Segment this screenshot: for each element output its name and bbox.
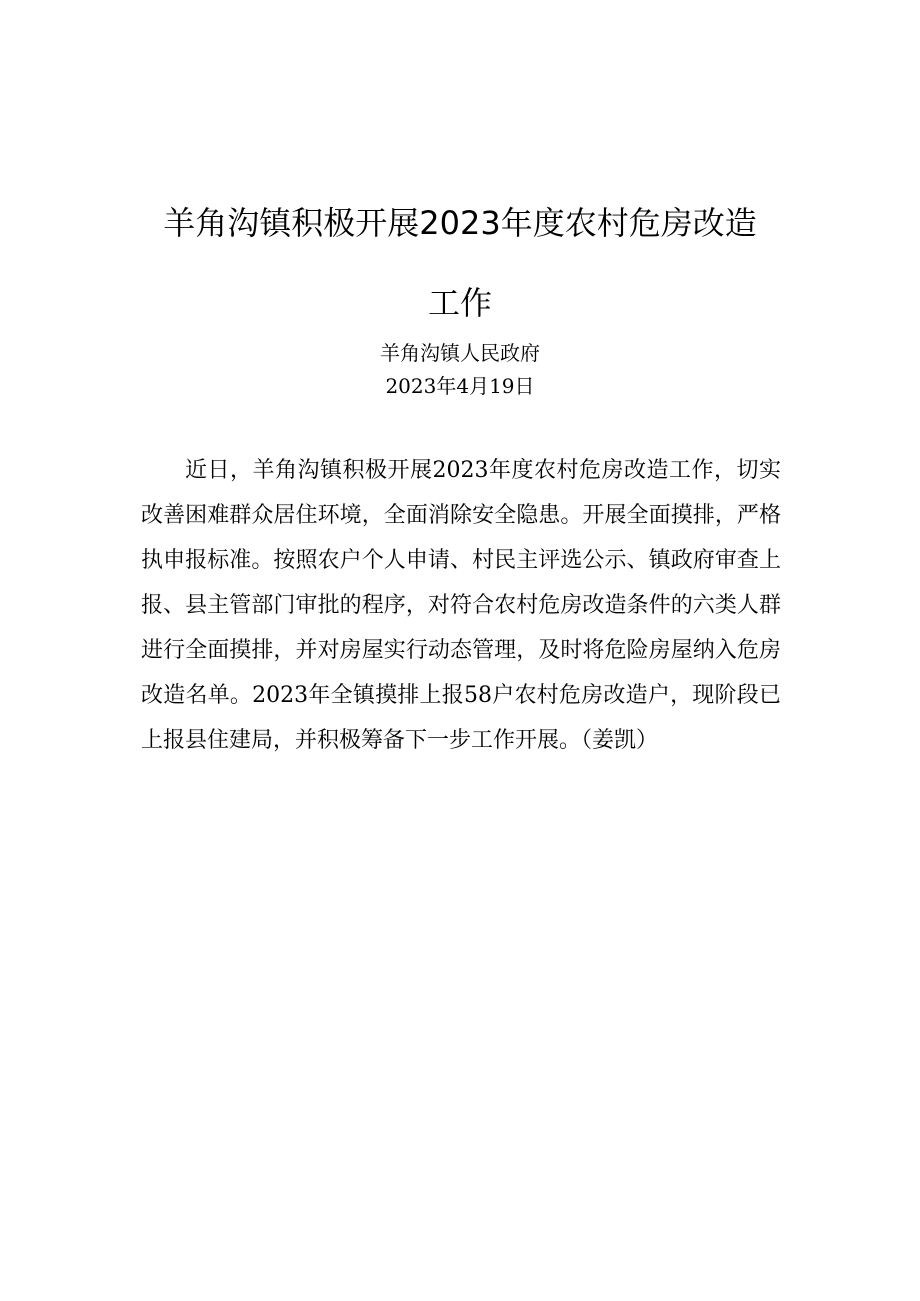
document-title-line-1: 羊角沟镇积极开展2023年度农村危房改造 bbox=[163, 204, 757, 242]
document-title-line-2: 工作 bbox=[427, 284, 492, 322]
document-author: 羊角沟镇人民政府 bbox=[380, 341, 540, 365]
document-date: 2023年4月19日 bbox=[385, 374, 535, 398]
document-body-paragraph: 近日，羊角沟镇积极开展2023年度农村危房改造工作，切实改善困难群众居住环境，全面消除安全隐患。开展全面摸排，严格执申报标准。按照农户个人申请、村民主评选公示、镇政府审查上报、县主管部门审批的程序，对符合农村危房改造条件的六类人群进行全面摸排，并对房屋实行动态管理，及时将危险房屋纳入危房改造名单。2023年全镇摸排上报58户农村危房改造户，现阶段已上报县住建局，并积极筹备下一步工作开展。（姜凯） bbox=[141, 458, 781, 753]
